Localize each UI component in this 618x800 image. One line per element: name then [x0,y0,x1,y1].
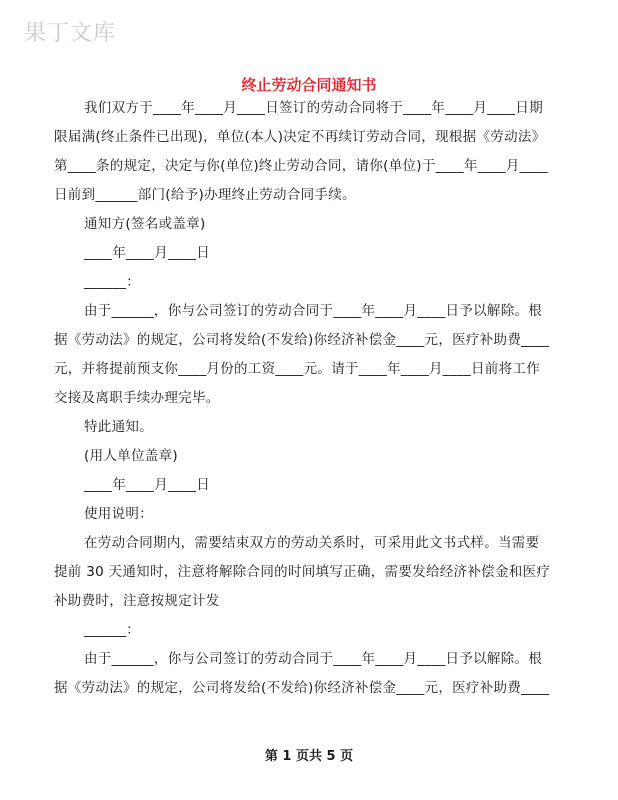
paragraph-line: 元，并将提前预支你____月份的工资____元。请于____年____月____日前将工作 [54,361,540,377]
usage-notes-heading: 使用说明： [84,506,153,522]
closing-line: 特此通知。 [84,419,153,435]
paragraph-line: 我们双方于____年____月____日签订的劳动合同将于____年____月____日期 [84,100,543,116]
date-line: ____年____月____日 [84,245,210,261]
paragraph-line: 日前到______部门(给予)办理终止劳动合同手续。 [54,187,356,203]
document-body [54,94,574,703]
paragraph-line: 由于______，你与公司签订的劳动合同于____年____月____日予以解除。根 [84,651,543,667]
date-line: ____年____月____日 [84,477,210,493]
employer-seal-label: (用人单位盖章) [84,448,178,464]
paragraph-line: 由于______，你与公司签订的劳动合同于____年____月____日予以解除。根 [84,303,543,319]
addressee-line: ______： [84,622,141,638]
paragraph-line: 限届满(终止条件已出现)，单位(本人)决定不再续订劳动合同，现根据《劳动法》 [54,129,546,145]
paragraph-line: 补助费时，注意按规定计发 [54,593,220,609]
page-number: 第 1 页共 5 页 [264,749,354,764]
watermark-logo: 果丁文库 [24,21,117,46]
paragraph-line: 第____条的规定，决定与你(单位)终止劳动合同，请你(单位)于____年____月____ [54,158,548,174]
document-title: 终止劳动合同通知书 [241,76,377,94]
paragraph-line: 交接及离职手续办理完毕。 [54,390,220,406]
addressee-line: ______： [84,274,141,290]
paragraph-line: 在劳动合同期内，需要结束双方的劳动关系时，可采用此文书式样。当需要 [84,535,540,551]
paragraph-line: 据《劳动法》的规定，公司将发给(不发给)你经济补偿金____元，医疗补助费____ [54,332,550,348]
paragraph-line: 据《劳动法》的规定，公司将发给(不发给)你经济补偿金____元，医疗补助费____ [54,680,550,696]
paragraph-line: 提前 30 天通知时，注意将解除合同的时间填写正确，需要发给经济补偿金和医疗 [54,564,551,580]
notifier-signature-label: 通知方(签名或盖章) [84,216,206,232]
